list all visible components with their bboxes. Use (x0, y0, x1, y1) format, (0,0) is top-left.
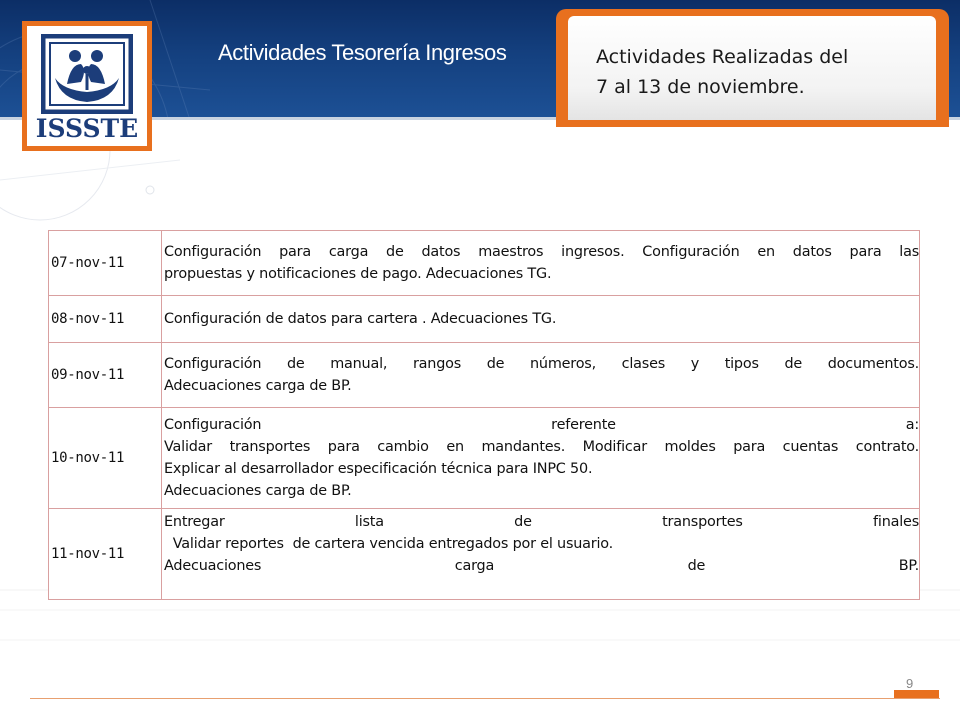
activity-date: 11-nov-11 (49, 509, 162, 600)
description-line: Validar transportes para cambio en mandantes. Modificar moldes para cuentas contrato. (164, 439, 919, 455)
activity-description (162, 509, 920, 600)
family-hands-emblem-icon (41, 34, 133, 114)
page-number: 9 (906, 676, 914, 691)
table-row (49, 343, 920, 408)
slide-title-line-2: 7 al 13 de noviembre. (596, 76, 805, 98)
logo-wordmark: ISSSTE (35, 114, 139, 143)
activity-description (162, 231, 920, 296)
description-line: Entregar lista de transportes finales (164, 514, 919, 530)
slide-title (596, 42, 926, 102)
activity-date: 10-nov-11 (49, 408, 162, 509)
description-line: Configuración referente a: (164, 417, 919, 433)
description-line: Validar reportes de cartera vencida entregados por el usuario. (164, 536, 614, 552)
activity-description (162, 343, 920, 408)
logo-inner (27, 26, 147, 146)
section-title: Actividades Tesorería Ingresos (218, 40, 507, 65)
table-row (49, 509, 920, 600)
description-line: Configuración de manual, rangos de números, clases y tipos de documentos. (164, 356, 919, 372)
activity-date: 07-nov-11 (49, 231, 162, 296)
activity-description (162, 296, 920, 343)
description-line: Adecuaciones carga de BP. (164, 483, 352, 499)
description-line: Adecuaciones carga de BP. (164, 378, 352, 394)
footer-divider (30, 698, 940, 699)
description-line: Adecuaciones carga de BP. (164, 558, 919, 574)
slide-title-line-1: Actividades Realizadas del (596, 46, 849, 68)
title-panel (568, 16, 936, 120)
table-row (49, 296, 920, 343)
description-line: Explicar al desarrollador especificación técnica para INPC 50. (164, 461, 593, 477)
description-line: Configuración de datos para cartera . Adecuaciones TG. (164, 311, 557, 327)
table-row (49, 408, 920, 509)
activity-date: 09-nov-11 (49, 343, 162, 408)
activity-description (162, 408, 920, 509)
description-line: propuestas y notificaciones de pago. Adecuaciones TG. (164, 266, 552, 282)
issste-logo (22, 21, 152, 151)
description-line: Configuración para carga de datos maestros ingresos. Configuración en datos para las (164, 244, 919, 260)
table-row (49, 231, 920, 296)
activity-date: 08-nov-11 (49, 296, 162, 343)
activities-table (48, 230, 920, 600)
footer-accent-bar (894, 690, 939, 698)
